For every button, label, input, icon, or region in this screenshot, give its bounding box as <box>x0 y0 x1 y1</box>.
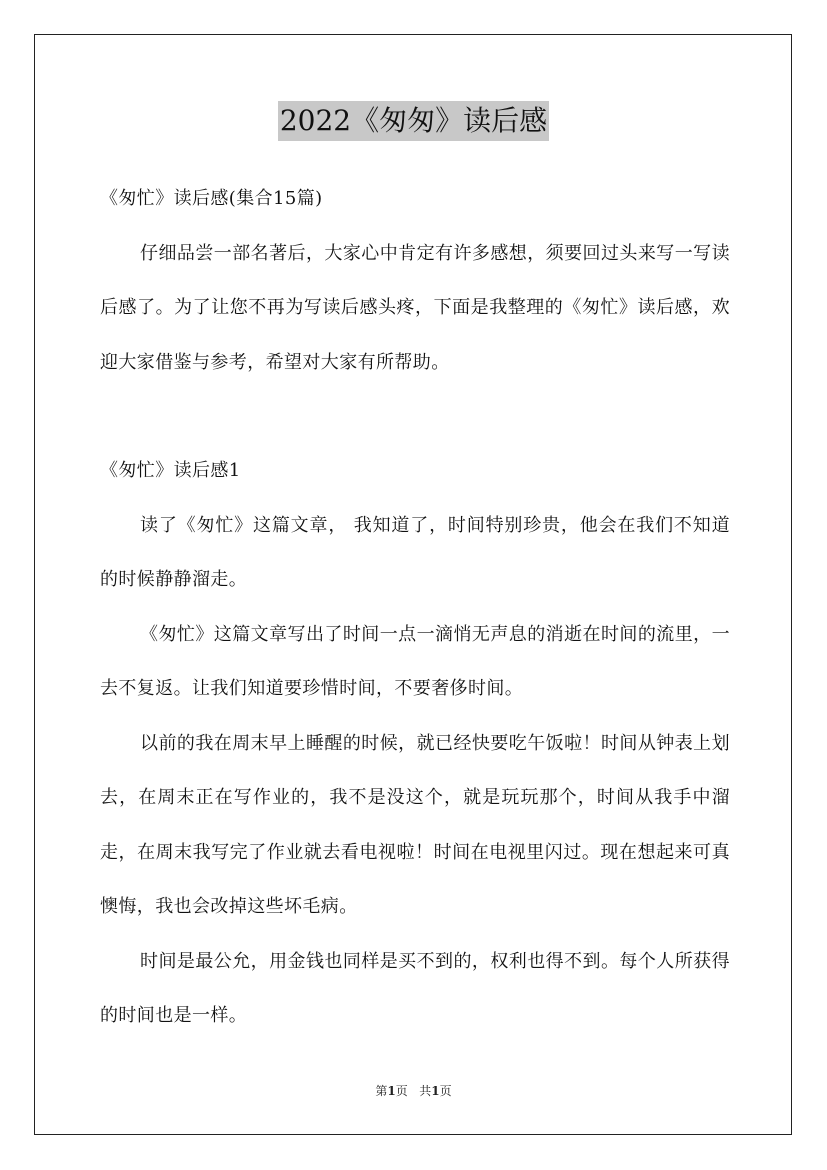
body-paragraph-2: 《匆忙》这篇文章写出了时间一点一滴悄无声息的消逝在时间的流里，一去不复返。让我们知道要珍惜时间，不要奢侈时间。 <box>100 623 730 699</box>
collection-subtitle: 《匆忙》读后感(集合15篇) <box>100 188 323 209</box>
body-paragraph-3: 以前的我在周末早上睡醒的时候，就已经快要吃午饭啦！时间从钟表上划去，在周末正在写作业的，我不是没这个，就是玩玩那个，时间从我手中溜走，在周末我写完了作业就去看电视啦！时间在电视里闪过。现在想起来可真懊悔，我也会改掉这些坏毛病。 <box>100 732 730 917</box>
title-container <box>0 101 827 141</box>
document-title: 2022《匆匆》读后感 <box>278 101 549 141</box>
footer-page-current: 1 <box>387 1084 396 1098</box>
section-spacer <box>100 390 730 444</box>
footer-page-suffix: 页 <box>439 1084 452 1098</box>
body-paragraph-4: 时间是最公允，用金钱也同样是买不到的，权利也得不到。每个人所获得的时间也是一样。 <box>100 950 730 1026</box>
document-body <box>100 172 730 1044</box>
footer-page-prefix: 第 <box>375 1084 388 1098</box>
page-footer <box>0 1083 827 1099</box>
intro-paragraph: 仔细品尝一部名著后，大家心中肯定有许多感想，须要回过头来写一写读后感了。为了让您不再为写读后感头疼，下面是我整理的《匆忙》读后感，欢迎大家借鉴与参考，希望对大家有所帮助。 <box>100 242 730 373</box>
footer-page-total: 1 <box>431 1084 440 1098</box>
body-paragraph-1: 读了《匆忙》这篇文章， 我知道了，时间特别珍贵，他会在我们不知道的时候静静溜走。 <box>100 514 730 590</box>
section-heading: 《匆忙》读后感1 <box>100 460 241 481</box>
footer-page-mid: 页 共 <box>395 1084 432 1098</box>
